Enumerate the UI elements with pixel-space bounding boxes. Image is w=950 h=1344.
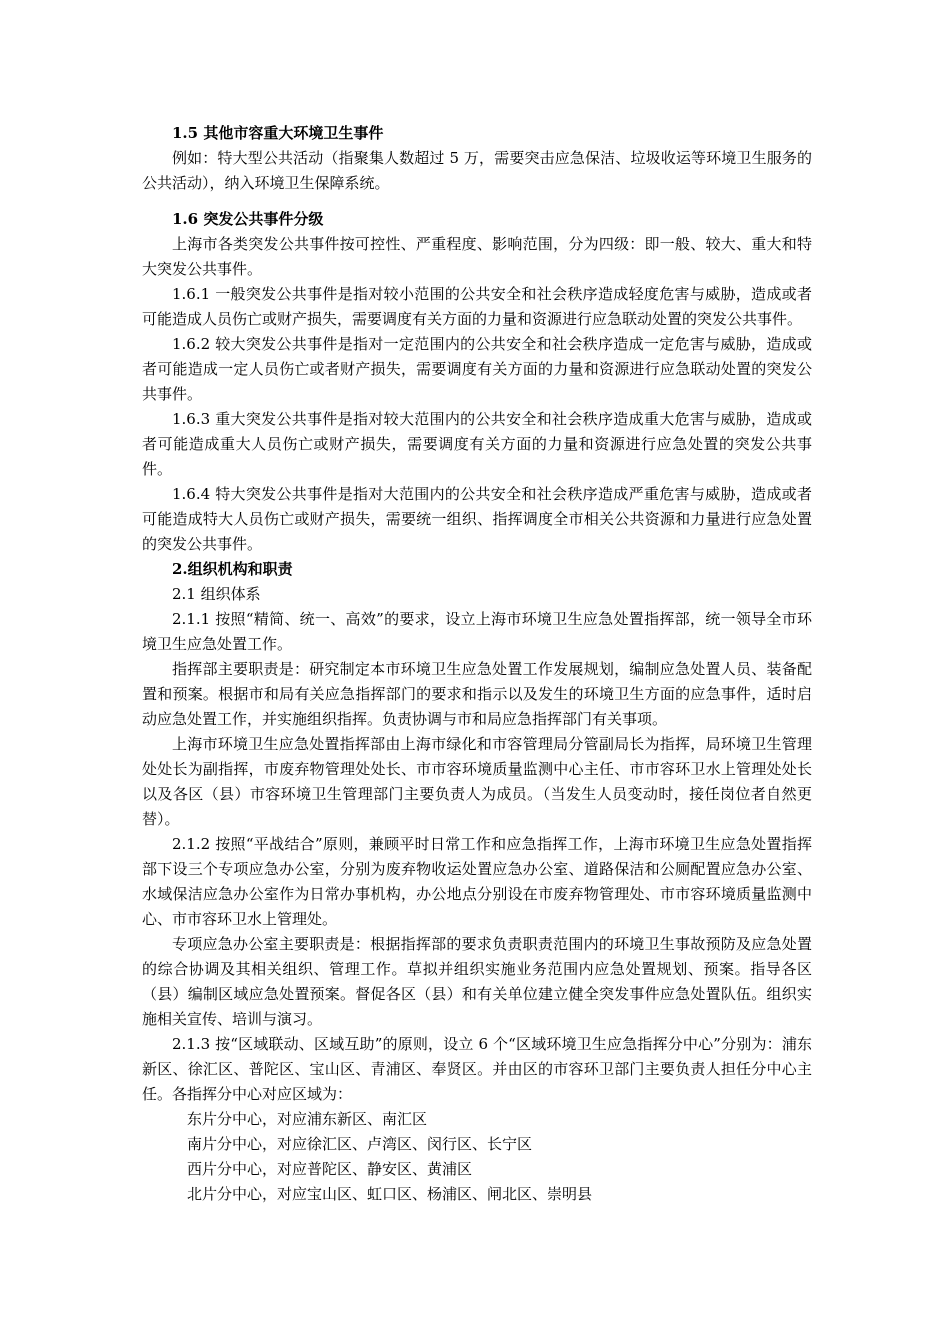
paragraph: 1.6.2 较大突发公共事件是指对一定范围内的公共安全和社会秩序造成一定危害与威胁，造成或者可能造成一定人员伤亡或者财产损失，需要调度有关方面的力量和资源进行应急联动处置的突发公共事件。 (142, 335, 812, 403)
paragraph: 2.1 组织体系 (172, 585, 261, 603)
paragraph: 上海市各类突发公共事件按可控性、严重程度、影响范围，分为四级：即一般、较大、重大和特大突发公共事件。 (142, 235, 812, 278)
paragraph: 指挥部主要职责是：研究制定本市环境卫生应急处置工作发展规划，编制应急处置人员、装备配置和预案。根据市和局有关应急指挥部门的要求和指示以及发生的环境卫生方面的应急事件，适时启动应急处置工作，并实施组织指挥。负责协调与市和局应急指挥部门有关事项。 (142, 660, 812, 728)
list-item: 北片分中心，对应宝山区、虹口区、杨浦区、闸北区、崇明县 (187, 1185, 593, 1203)
paragraph: 1.6.4 特大突发公共事件是指对大范围内的公共安全和社会秩序造成严重危害与威胁，造成或者可能造成特大人员伤亡或财产损失，需要统一组织、指挥调度全市相关公共资源和力量进行应急处置的突发公共事件。 (142, 485, 812, 553)
paragraph: 上海市环境卫生应急处置指挥部由上海市绿化和市容管理局分管副局长为指挥，局环境卫生管理处处长为副指挥，市废弃物管理处处长、市市容环境质量监测中心主任、市市容环卫水上管理处处长以及各区（县）市容环境卫生管理部门主要负责人为成员。（当发生人员变动时，接任岗位者自然更替）。 (142, 735, 812, 828)
paragraph: 例如：特大型公共活动（指聚集人数超过 5 万，需要突击应急保洁、垃圾收运等环境卫生服务的公共活动），纳入环境卫生保障系统。 (142, 149, 812, 192)
list-item: 南片分中心，对应徐汇区、卢湾区、闵行区、长宁区 (187, 1135, 533, 1153)
section-heading: 2.组织机构和职责 (172, 560, 293, 578)
list-item: 西片分中心，对应普陀区、静安区、黄浦区 (187, 1160, 473, 1178)
paragraph: 2.1.1 按照“精简、统一、高效”的要求，设立上海市环境卫生应急处置指挥部，统一领导全市环境卫生应急处置工作。 (142, 610, 812, 653)
paragraph: 1.6.3 重大突发公共事件是指对较大范围内的公共安全和社会秩序造成重大危害与威胁，造成或者可能造成重大人员伤亡或财产损失，需要调度有关方面的力量和资源进行应急处置的突发公共事件。 (142, 410, 812, 478)
paragraph: 2.1.3 按“区域联动、区域互助”的原则，设立 6 个“区域环境卫生应急指挥分中心”分别为：浦东新区、徐汇区、普陀区、宝山区、青浦区、奉贤区。并由区的市容环卫部门主要负责人担任分中心主任。各指挥分中心对应区域为： (142, 1035, 812, 1103)
paragraph: 1.6.1 一般突发公共事件是指对较小范围的公共安全和社会秩序造成轻度危害与威胁，造成或者可能造成人员伤亡或财产损失，需要调度有关方面的力量和资源进行应急联动处置的突发公共事件。 (142, 285, 812, 328)
list-item: 东片分中心，对应浦东新区、南汇区 (187, 1110, 428, 1128)
section-heading: 1.6 突发公共事件分级 (172, 210, 324, 228)
document-body (142, 121, 812, 1207)
paragraph: 专项应急办公室主要职责是：根据指挥部的要求负责职责范围内的环境卫生事故预防及应急处置的综合协调及其相关组织、管理工作。草拟并组织实施业务范围内应急处置规划、预案。指导各区（县）编制区域应急处置预案。督促各区（县）和有关单位建立健全突发事件应急处置队伍。组织实施相关宣传、培训与演习。 (142, 935, 812, 1028)
paragraph: 2.1.2 按照“平战结合”原则，兼顾平时日常工作和应急指挥工作，上海市环境卫生应急处置指挥部下设三个专项应急办公室，分别为废弃物收运处置应急办公室、道路保洁和公厕配置应急办公室、水域保洁应急办公室作为日常办事机构，办公地点分别设在市废弃物管理处、市市容环境质量监测中心、市市容环卫水上管理处。 (142, 835, 812, 928)
section-heading: 1.5 其他市容重大环境卫生事件 (172, 124, 384, 142)
